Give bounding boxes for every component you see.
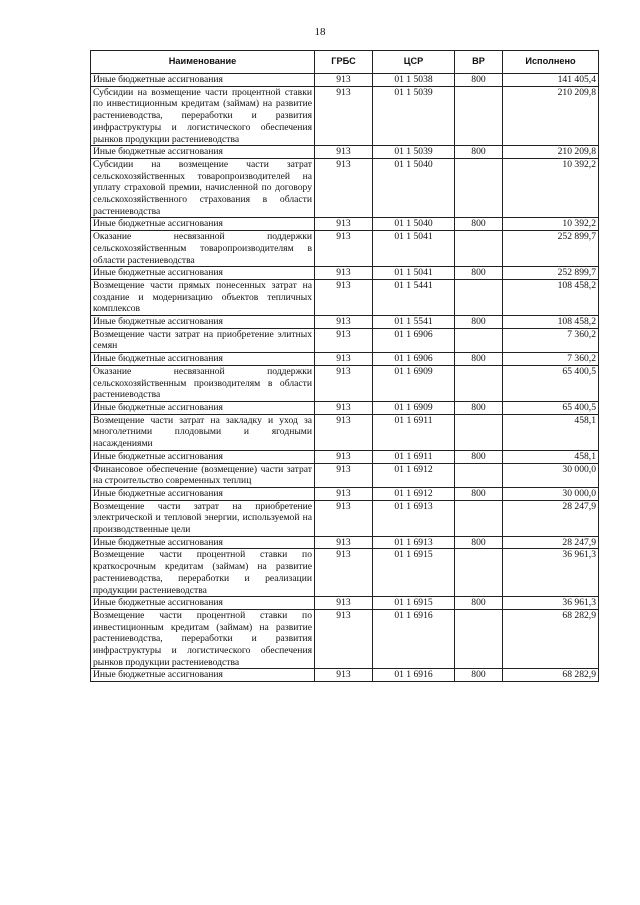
cell-csr: 01 1 6909	[373, 401, 455, 414]
cell-executed: 141 405,4	[503, 74, 599, 87]
cell-name: Возмещение части затрат на приобретение электрической и тепловой энергии, используемой на производственные цели	[91, 500, 315, 536]
cell-name: Возмещение части процентной ставки по инвестиционным кредитам (займам) на развитие растениеводства, переработки и развития инфраструктуры и логистического обеспечения рынков продукции растениеводства	[91, 609, 315, 669]
cell-name: Иные бюджетные ассигнования	[91, 316, 315, 329]
cell-grbs: 913	[315, 597, 373, 610]
cell-executed: 68 282,9	[503, 669, 599, 682]
table-row	[91, 487, 599, 500]
cell-name: Иные бюджетные ассигнования	[91, 267, 315, 280]
table-row	[91, 146, 599, 159]
cell-csr: 01 1 6911	[373, 450, 455, 463]
cell-executed: 10 392,2	[503, 158, 599, 218]
cell-vr: 800	[455, 74, 503, 87]
cell-grbs: 913	[315, 279, 373, 315]
cell-name: Иные бюджетные ассигнования	[91, 353, 315, 366]
cell-vr: 800	[455, 146, 503, 159]
cell-executed: 210 209,8	[503, 86, 599, 146]
cell-grbs: 913	[315, 365, 373, 401]
cell-executed: 28 247,9	[503, 500, 599, 536]
table-row	[91, 353, 599, 366]
table-row	[91, 279, 599, 315]
cell-vr: 800	[455, 536, 503, 549]
cell-name: Иные бюджетные ассигнования	[91, 669, 315, 682]
cell-name: Иные бюджетные ассигнования	[91, 74, 315, 87]
cell-name: Возмещение части затрат на приобретение элитных семян	[91, 328, 315, 352]
cell-vr	[455, 463, 503, 487]
cell-executed: 30 000,0	[503, 487, 599, 500]
cell-csr: 01 1 5041	[373, 267, 455, 280]
cell-executed: 65 400,5	[503, 401, 599, 414]
page-number: 18	[314, 26, 326, 38]
cell-vr	[455, 365, 503, 401]
cell-csr: 01 1 5541	[373, 316, 455, 329]
cell-grbs: 913	[315, 401, 373, 414]
table-row	[91, 267, 599, 280]
table-row	[91, 500, 599, 536]
cell-grbs: 913	[315, 669, 373, 682]
cell-csr: 01 1 6912	[373, 463, 455, 487]
table-row	[91, 401, 599, 414]
cell-csr: 01 1 6916	[373, 609, 455, 669]
cell-vr	[455, 231, 503, 267]
cell-name: Возмещение части затрат на закладку и уход за многолетними плодовыми и ягодными насаждениями	[91, 414, 315, 450]
cell-grbs: 913	[315, 463, 373, 487]
cell-name: Иные бюджетные ассигнования	[91, 597, 315, 610]
cell-executed: 252 899,7	[503, 267, 599, 280]
header-executed: Исполнено	[503, 51, 599, 74]
header-name: Наименование	[91, 51, 315, 74]
cell-grbs: 913	[315, 218, 373, 231]
cell-csr: 01 1 5039	[373, 146, 455, 159]
cell-executed: 458,1	[503, 414, 599, 450]
cell-executed: 252 899,7	[503, 231, 599, 267]
cell-executed: 108 458,2	[503, 279, 599, 315]
cell-csr: 01 1 6915	[373, 549, 455, 597]
table-row	[91, 328, 599, 352]
cell-grbs: 913	[315, 328, 373, 352]
cell-vr: 800	[455, 401, 503, 414]
table-header-row	[91, 51, 599, 74]
cell-vr: 800	[455, 669, 503, 682]
cell-csr: 01 1 5040	[373, 158, 455, 218]
cell-vr	[455, 86, 503, 146]
cell-executed: 458,1	[503, 450, 599, 463]
table-row	[91, 414, 599, 450]
cell-grbs: 913	[315, 231, 373, 267]
table-row	[91, 86, 599, 146]
cell-grbs: 913	[315, 500, 373, 536]
cell-csr: 01 1 5441	[373, 279, 455, 315]
cell-grbs: 913	[315, 158, 373, 218]
cell-executed: 7 360,2	[503, 328, 599, 352]
cell-vr: 800	[455, 597, 503, 610]
cell-grbs: 913	[315, 316, 373, 329]
cell-name: Возмещение части прямых понесенных затрат на создание и модернизацию объектов тепличных комплексов	[91, 279, 315, 315]
cell-csr: 01 1 5039	[373, 86, 455, 146]
table-row	[91, 669, 599, 682]
cell-name: Иные бюджетные ассигнования	[91, 487, 315, 500]
table-row	[91, 316, 599, 329]
cell-grbs: 913	[315, 86, 373, 146]
cell-grbs: 913	[315, 146, 373, 159]
cell-grbs: 913	[315, 450, 373, 463]
cell-csr: 01 1 6906	[373, 353, 455, 366]
cell-csr: 01 1 5041	[373, 231, 455, 267]
cell-vr: 800	[455, 316, 503, 329]
cell-grbs: 913	[315, 414, 373, 450]
cell-executed: 30 000,0	[503, 463, 599, 487]
cell-name: Иные бюджетные ассигнования	[91, 146, 315, 159]
table-row	[91, 231, 599, 267]
cell-csr: 01 1 6915	[373, 597, 455, 610]
cell-csr: 01 1 6906	[373, 328, 455, 352]
cell-vr	[455, 609, 503, 669]
cell-csr: 01 1 6916	[373, 669, 455, 682]
cell-executed: 10 392,2	[503, 218, 599, 231]
cell-name: Оказание несвязанной поддержки сельскохозяйственным производителям в области растениеводства	[91, 365, 315, 401]
cell-name: Возмещение части процентной ставки по краткосрочным кредитам (займам) на развитие растениеводства, переработки и реализации продукции растениеводства	[91, 549, 315, 597]
cell-vr	[455, 549, 503, 597]
cell-csr: 01 1 6909	[373, 365, 455, 401]
table-row	[91, 536, 599, 549]
cell-csr: 01 1 5040	[373, 218, 455, 231]
cell-name: Финансовое обеспечение (возмещение) части затрат на строительство современных теплиц	[91, 463, 315, 487]
cell-csr: 01 1 5038	[373, 74, 455, 87]
cell-vr: 800	[455, 218, 503, 231]
cell-name: Иные бюджетные ассигнования	[91, 218, 315, 231]
cell-name: Оказание несвязанной поддержки сельскохозяйственным товаропроизводителям в области растениеводства	[91, 231, 315, 267]
cell-executed: 210 209,8	[503, 146, 599, 159]
cell-name: Иные бюджетные ассигнования	[91, 450, 315, 463]
table-row	[91, 597, 599, 610]
cell-vr	[455, 158, 503, 218]
cell-executed: 36 961,3	[503, 549, 599, 597]
table-row	[91, 218, 599, 231]
header-grbs: ГРБС	[315, 51, 373, 74]
table-row	[91, 158, 599, 218]
cell-vr	[455, 328, 503, 352]
cell-executed: 68 282,9	[503, 609, 599, 669]
cell-executed: 36 961,3	[503, 597, 599, 610]
cell-vr: 800	[455, 353, 503, 366]
cell-name: Иные бюджетные ассигнования	[91, 401, 315, 414]
cell-csr: 01 1 6912	[373, 487, 455, 500]
cell-csr: 01 1 6913	[373, 536, 455, 549]
table-row	[91, 365, 599, 401]
cell-grbs: 913	[315, 267, 373, 280]
cell-csr: 01 1 6913	[373, 500, 455, 536]
cell-grbs: 913	[315, 609, 373, 669]
table-body	[91, 74, 599, 682]
cell-vr	[455, 414, 503, 450]
cell-name: Иные бюджетные ассигнования	[91, 536, 315, 549]
cell-vr: 800	[455, 487, 503, 500]
cell-executed: 108 458,2	[503, 316, 599, 329]
table-row	[91, 450, 599, 463]
table-row	[91, 549, 599, 597]
cell-executed: 28 247,9	[503, 536, 599, 549]
header-csr: ЦСР	[373, 51, 455, 74]
cell-grbs: 913	[315, 353, 373, 366]
cell-grbs: 913	[315, 74, 373, 87]
cell-name: Субсидии на возмещение части процентной ставки по инвестиционным кредитам (займам) на развитие растениеводства, переработки и развития инфраструктуры и логистического обеспечения рынков продукции растениеводства	[91, 86, 315, 146]
cell-vr: 800	[455, 267, 503, 280]
cell-name: Субсидии на возмещение части затрат сельскохозяйственных товаропроизводителей на уплату страховой премии, начисленной по договору сельскохозяйственного страхования в области растениеводства	[91, 158, 315, 218]
cell-vr: 800	[455, 450, 503, 463]
cell-csr: 01 1 6911	[373, 414, 455, 450]
table-row	[91, 463, 599, 487]
cell-executed: 7 360,2	[503, 353, 599, 366]
header-vr: ВР	[455, 51, 503, 74]
cell-vr	[455, 500, 503, 536]
table-row	[91, 609, 599, 669]
cell-grbs: 913	[315, 487, 373, 500]
budget-table	[90, 50, 599, 682]
cell-vr	[455, 279, 503, 315]
cell-grbs: 913	[315, 536, 373, 549]
table-row	[91, 74, 599, 87]
cell-grbs: 913	[315, 549, 373, 597]
cell-executed: 65 400,5	[503, 365, 599, 401]
